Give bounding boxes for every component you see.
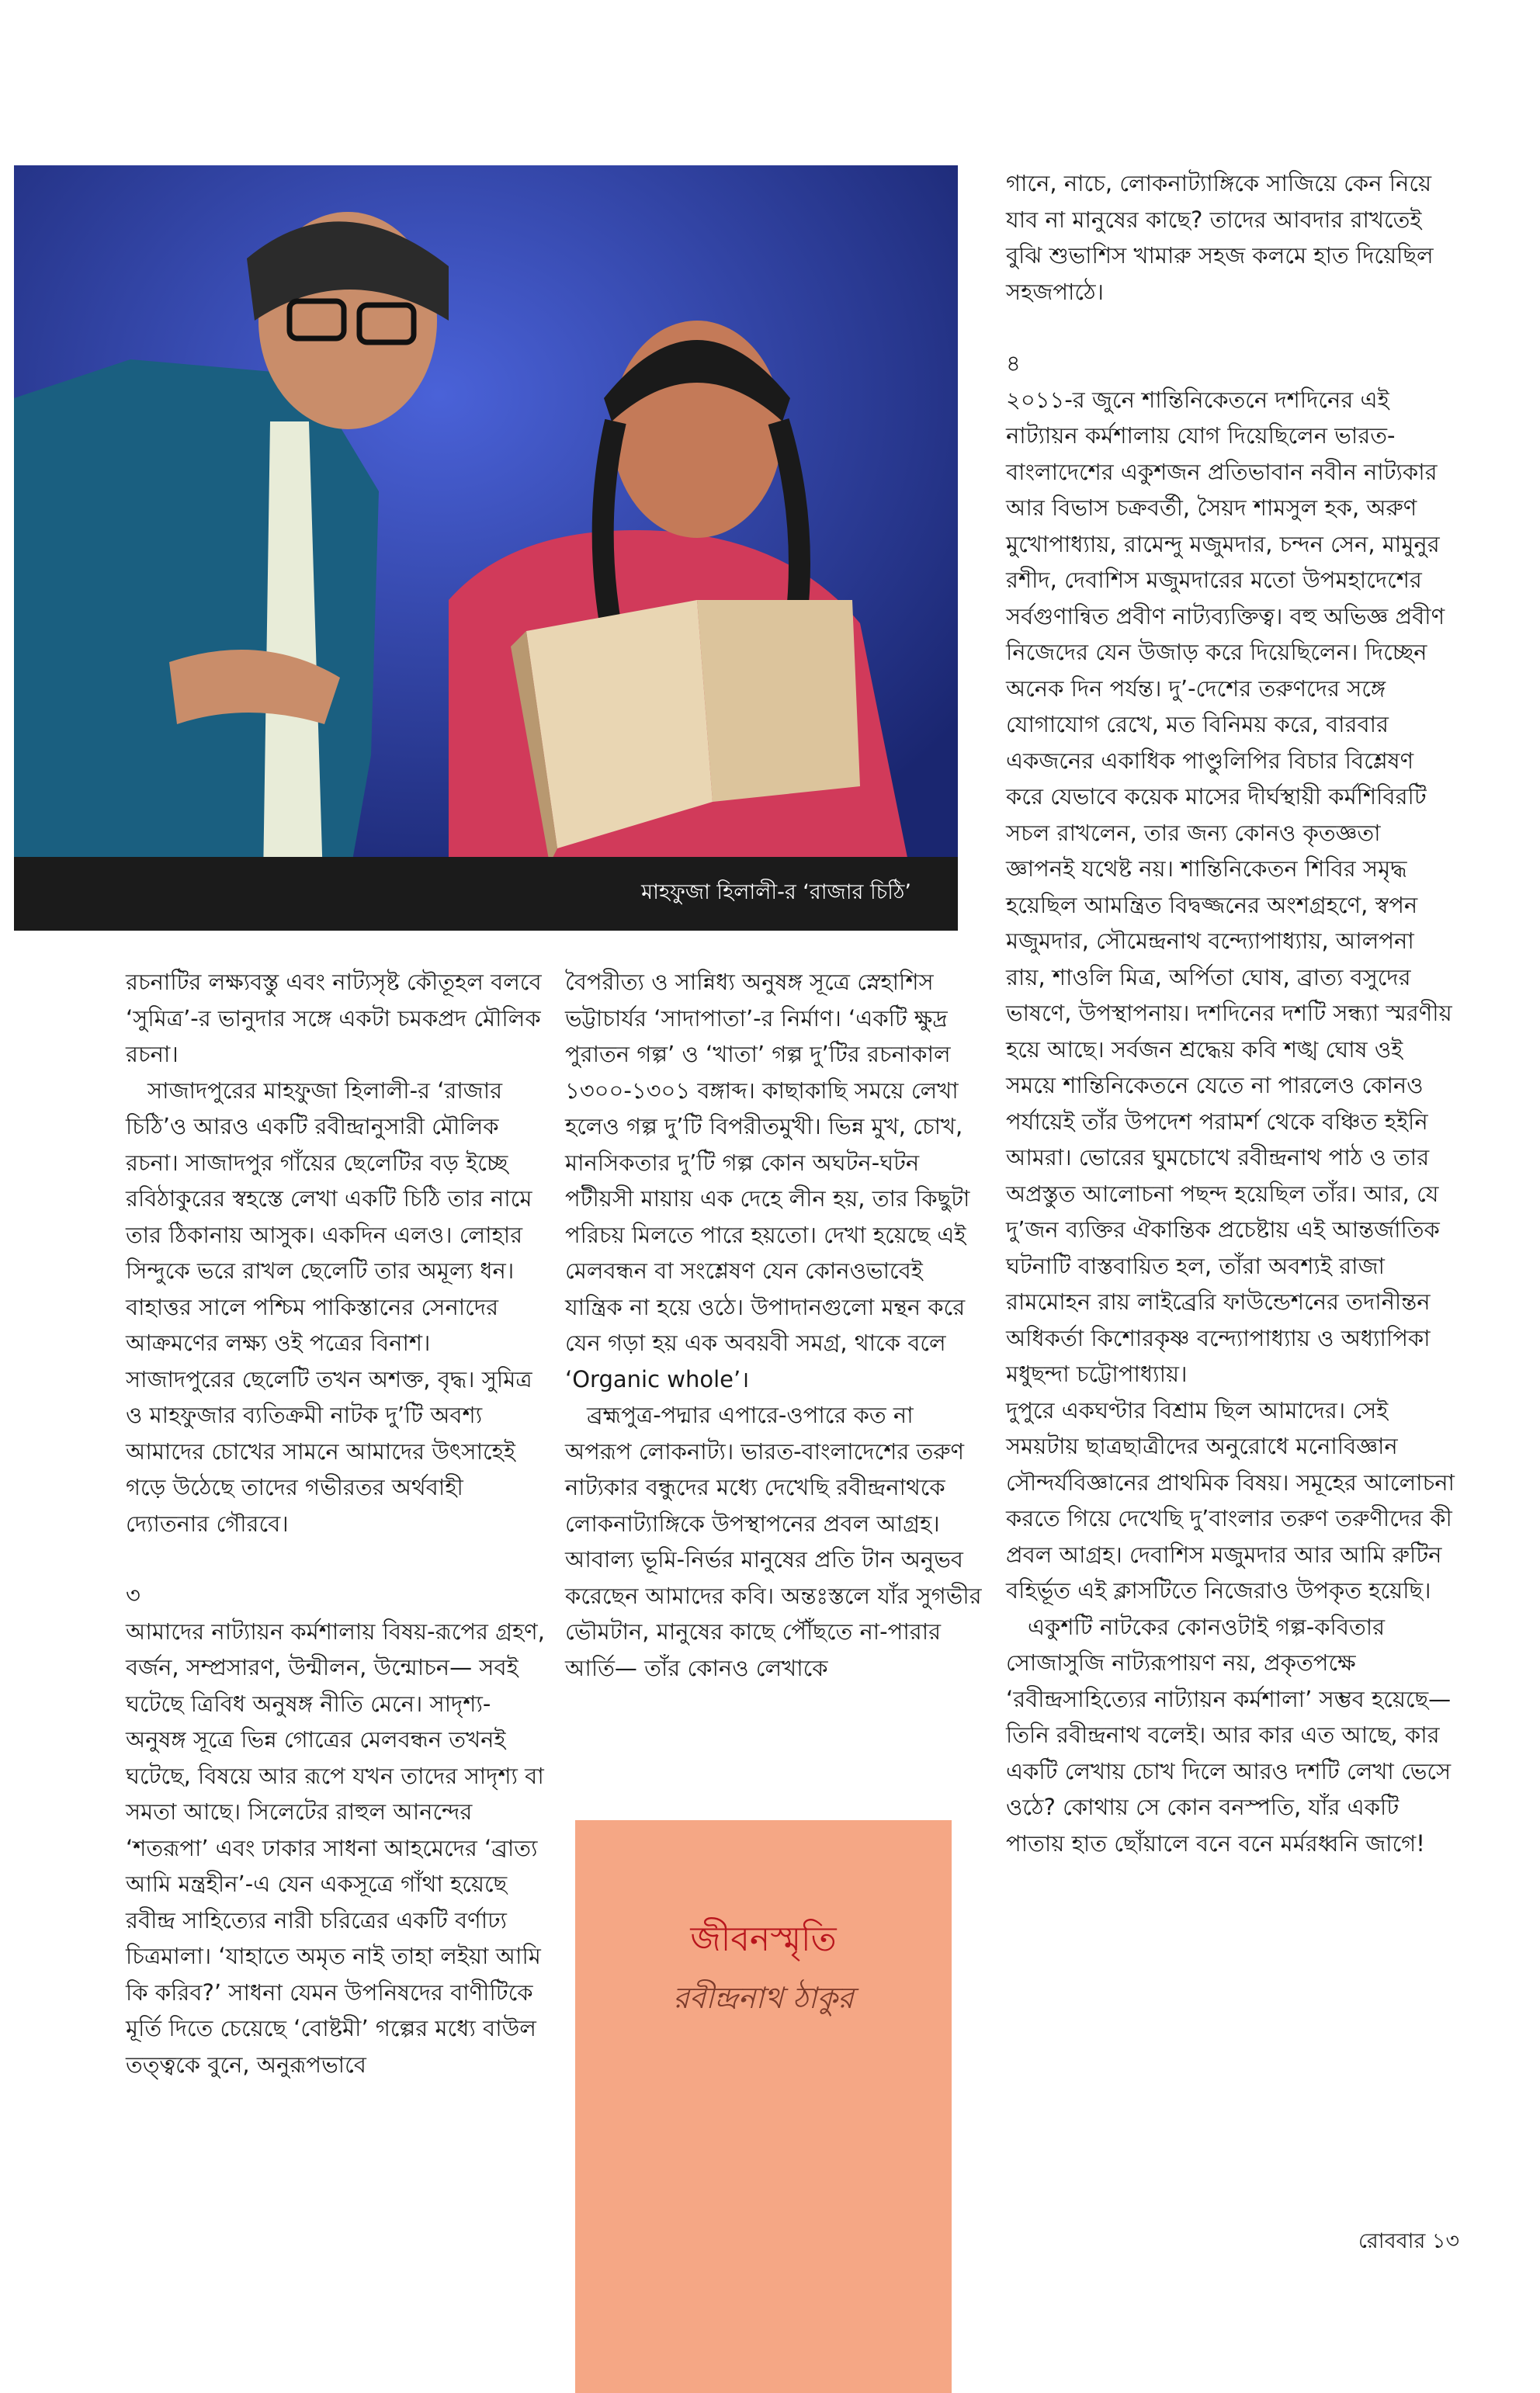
section-number: ৩ <box>126 1582 140 1608</box>
article-column-2 <box>565 964 984 1686</box>
paragraph: গানে, নাচে, লোকনাট্যাঙ্গিকে সাজিয়ে কেন নিয়ে যাব না মানুষের কাছে? তাদের আবদার রাখতেই বুঝি শুভাশিস খামারু সহজ কলমে হাত দিয়েছিল সহজপাঠে। <box>1006 170 1434 305</box>
paragraph: একুশটি নাটকের কোনওটাই গল্প-কবিতার সোজাসুজি নাট্যরূপায়ণ নয়, প্রকৃতপক্ষে ‘রবীন্দ্রসাহিত্যের নাট্যায়ন কর্মশালা’ সম্ভব হয়েছে— তিনি রবীন্দ্রনাথ বলেই। আর কার এত আছে, কার একটি লেখায় চোখ দিলে আরও দশটি লেখা ভেসে ওঠে? কোথায় সে কোন বনস্পতি, যাঁর একটি পাতায় হাত ছোঁয়ালে বনে বনে মর্মরধ্বনি জাগে! <box>1006 1613 1452 1857</box>
article-column-1 <box>126 964 545 2083</box>
paragraph: রচনাটির লক্ষ্যবস্তু এবং নাট্যসৃষ্ট কৌতূহল বলবে ‘সুমিত্র’-র ভানুদার সঙ্গে একটা চমকপ্রদ মৌলিক রচনা। <box>126 969 542 1067</box>
paragraph: দুপুরে একঘণ্টার বিশ্রাম ছিল আমাদের। সেই সময়টায় ছাত্রছাত্রীদের অনুরোধে মনোবিজ্ঞান সৌন্দর্যবিজ্ঞানের প্রাথমিক বিষয়। সমূহের আলোচনা করতে গিয়ে দেখেছি দু’বাংলার তরুণ তরুণীদের কী প্রবল আগ্রহ। দেবাশিস মজুমদার আর আমি রুটিন বহির্ভূত এই ক্লাসটিতে নিজেরাও উপকৃত হয়েছি। <box>1006 1396 1455 1604</box>
book-title: জীবনস্মৃতি <box>690 1920 837 1959</box>
page-footer: রোববার ১৩ <box>1358 2229 1459 2253</box>
stage-scene-illustration <box>14 165 958 931</box>
photo-caption: মাহফুজা হিলালী-র ‘রাজার চিঠি’ <box>14 857 958 931</box>
article-column-3 <box>1006 165 1456 1861</box>
book-author-signature: রবীন্দ্রনাথ ঠাকুর <box>673 1981 854 2015</box>
paragraph: আমাদের নাট্যায়ন কর্মশালায় বিষয়-রূপের গ্রহণ, বর্জন, সম্প্রসারণ, উন্মীলন, উন্মোচন— সবই ঘটেছে ত্রিবিধ অনুষঙ্গ নীতি মেনে। সাদৃশ্য-অনুষঙ্গ সূত্রে ভিন্ন গোত্রের মেলবন্ধন তখনই ঘটেছে, বিষয়ে আর রূপে যখন তাদের সাদৃশ্য বা সমতা আছে। সিলেটের রাহুল আনন্দের ‘শতরূপা’ এবং ঢাকার সাধনা আহমেদের ‘ব্রাত্য আমি মন্ত্রহীন’-এ যেন একসূত্রে গাঁথা হয়েছে রবীন্দ্র সাহিত্যের নারী চরিত্রের একটি বর্ণাঢ্য চিত্রমালা। ‘যাহাতে অমৃত নাই তাহা লইয়া আমি কি করিব?’ সাধনা যেমন উপনিষদের বাণীটিকে মূর্তি দিতে চেয়েছে ‘বোষ্টমী’ গল্পের মধ্যে বাউল তত্ত্বকে বুনে, অনুরূপভাবে <box>126 1618 545 2078</box>
paragraph: ২০১১-র জুনে শান্তিনিকেতনে দশদিনের এই নাট্যায়ন কর্মশালায় যোগ দিয়েছিলেন ভারত-বাংলাদেশের একুশজন প্রতিভাবান নবীন নাট্যকার আর বিভাস চক্রবর্তী, সৈয়দ শামসুল হক, অরুণ মুখোপাধ্যায়, রামেন্দু মজুমদার, চন্দন সেন, মামুনুর রশীদ, দেবাশিস মজুমদারের মতো উপমহাদেশের সর্বগুণান্বিত প্রবীণ নাট্যব্যক্তিত্ব। বহু অভিজ্ঞ প্রবীণ নিজেদের যেন উজাড় করে দিয়েছিলেন। দিচ্ছেন অনেক দিন পর্যন্ত। দু’-দেশের তরুণদের সঙ্গে যোগাযোগ রেখে, মত বিনিময় করে, বারবার একজনের একাধিক পাণ্ডুলিপির বিচার বিশ্লেষণ করে যেভাবে কয়েক মাসের দীর্ঘস্থায়ী কর্মশিবিরটি সচল রাখলেন, তার জন্য কোনও কৃতজ্ঞতা জ্ঞাপনই যথেষ্ট নয়। শান্তিনিকেতন শিবির সমৃদ্ধ হয়েছিল আমন্ত্রিত বিদ্বজ্জনের অংশগ্রহণে, স্বপন মজুমদার, সৌমেন্দ্রনাথ বন্দ্যোপাধ্যায়, আলপনা রায়, শাওলি মিত্র, অর্পিতা ঘোষ, ব্রাত্য বসুদের ভাষণে, উপস্থাপনায়। দশদিনের দশটি সন্ধ্যা স্মরণীয় হয়ে আছে। সর্বজন শ্রদ্ধেয় কবি শঙ্খ ঘোষ ওই সময়ে শান্তিনিকেতনে যেতে না পারলেও কোনও পর্যায়েই তাঁর উপদেশ পরামর্শ থেকে বঞ্চিত হইনি আমরা। ভোরের ঘুমচোখে রবীন্দ্রনাথ পাঠ ও তার অপ্রস্তুত আলোচনা পছন্দ হয়েছিল তাঁর। আর, যে দু’জন ব্যক্তির ঐকান্তিক প্রচেষ্টায় এই আন্তর্জাতিক ঘটনাটি বাস্তবায়িত হল, তাঁরা অবশ্যই রাজা রামমোহন রায় লাইব্রেরি ফাউন্ডেশনের তদানীন্তন অধিকর্তা কিশোরকৃষ্ণ বন্দ্যোপাধ্যায় ও অধ্যাপিকা মধুছন্দা চট্টোপাধ্যায়। <box>1006 386 1452 1387</box>
paragraph: বৈপরীত্য ও সান্নিধ্য অনুষঙ্গ সূত্রে স্নেহাশিস ভট্টাচার্যর ‘সাদাপাতা’-র নির্মাণ। ‘একটি ক্ষুদ্র পুরাতন গল্প’ ও ‘খাতা’ গল্প দু’টির রচনাকাল ১৩০০-১৩০১ বঙ্গাব্দ। কাছাকাছি সময়ে লেখা হলেও গল্প দু’টি বিপরীতমুখী। ভিন্ন মুখ, চোখ, মানসিকতার দু’টি গল্প কোন অঘটন-ঘটন পটীয়সী মায়ায় এক দেহে লীন হয়, তার কিছুটা পরিচয় মিলতে পারে হয়তো। দেখা হয়েছে এই মেলবন্ধন বা সংশ্লেষণ যেন কোনওভাবেই যান্ত্রিক না হয়ে ওঠে। উপাদানগুলো মন্থন করে যেন গড়া হয় এক অবয়বী সমগ্র, থাকে বলে ‘Organic whole’। <box>565 969 970 1392</box>
section-number: ৪ <box>1006 350 1021 376</box>
article-photo <box>14 165 958 931</box>
book-cover-image <box>575 1820 952 2393</box>
paragraph: সাজাদপুরের মাহফুজা হিলালী-র ‘রাজার চিঠি’ও আরও একটি রবীন্দ্রানুসারী মৌলিক রচনা। সাজাদপুর গাঁয়ের ছেলেটির বড় ইচ্ছে রবিঠাকুরের স্বহস্তে লেখা একটি চিঠি তার নামে তার ঠিকানায় আসুক। একদিন এলও। লোহার সিন্দুকে ভরে রাখল ছেলেটি তার অমূল্য ধন। বাহাত্তর সালে পশ্চিম পাকিস্তানের সেনাদের আক্রমণের লক্ষ্য ওই পত্রের বিনাশ। সাজাদপুরের ছেলেটি তখন অশক্ত, বৃদ্ধ। সুমিত্র ও মাহফুজার ব্যতিক্রমী নাটক দু’টি অবশ্য আমাদের চোখের সামনে আমাদের উৎসাহেই গড়ে উঠেছে তাদের গভীরতর অর্থবাহী দ্যোতনার গৌরবে। <box>126 1077 532 1537</box>
paragraph: ব্রহ্মপুত্র-পদ্মার এপারে-ওপারে কত না অপরূপ লোকনাট্য। ভারত-বাংলাদেশের তরুণ নাট্যকার বন্ধুদের মধ্যে দেখেছি রবীন্দ্রনাথকে লোকনাট্যাঙ্গিকে উপস্থাপনের প্রবল আগ্রহ। আবাল্য ভূমি-নির্ভর মানুষের প্রতি টান অনুভব করেছেন আমাদের কবি। অন্তঃস্তলে যাঁর সুগভীর ভৌমটান, মানুষের কাছে পৌঁছতে না-পারার আর্তি— তাঁর কোনও লেখাকে <box>565 1402 982 1681</box>
